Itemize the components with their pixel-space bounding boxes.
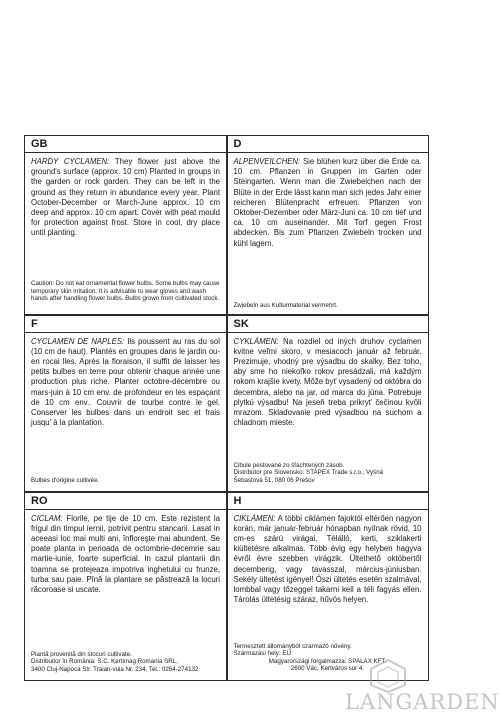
section-h — [228, 493, 428, 681]
section-body — [25, 510, 226, 596]
section-note — [234, 462, 422, 485]
section-body — [228, 333, 428, 429]
section-title: CIKLÁMEN: — [233, 513, 276, 523]
note-line: Magyarországi forgalmazza: SPALAX KFT. — [268, 657, 387, 665]
section-note: Caution: Do not eat ornamental flower bulbs. Some bulbs may cause temporary skin irritation. It is advisable to wear gloves and wash hands after handling flower bulbs. Bulbs grown from cultivated stock. — [31, 280, 220, 303]
section-text: A többi ciklámen fajoktól eltérően nagyon korán, már január-február hónapban nyílnak rövid, 10 cm-es szárú virágai. Télálló, kerti, sziklakerti kiültetésre alkalmas. Több évig egy helyben hagyva évről évre szebben virágzik. Ültethető októbertől decemberig, vagy tavasszal, március-júniusban. Sekély ültetést igényel! Őszi ültetés esetén szalmával, lombbal vagy tőzeggel takarni kell a téli fagyás ellen. Tárolás ültetésig száraz, hűvös helyen. — [233, 513, 422, 605]
section-title: CYCLAMEN DE NAPLES: — [31, 336, 125, 346]
section-title: CICLAM: — [31, 513, 63, 523]
section-note: Zwiebeln aus Kulturmaterial vermehrt. — [233, 302, 338, 309]
note-line: 2600 Vác, Kertváros sor 4. — [290, 665, 365, 673]
note-line: Cibule pestované zo šľachtených zásob. — [233, 461, 345, 469]
note-line: Plantă provenită din stocuri cultivate. — [31, 650, 132, 658]
section-title: CYKLÁMEN: — [233, 336, 279, 346]
section-text: Sie blühen kurz über die Erde ca. 10 cm. Pflanzen in Gruppen im Garten oder Steingarten. Wenn man die Zwiebelchen nach der Blüte in der Erde lässt kann man sich jedes Jahr einer reicheren Blütenpracht erfreuen. Pflanzen von Oktober-Dezember oder März-Juni ca. 10 cm tief und ca. 10 cm auseinander. Mit Torf gegen Frost abdecken. Bis zum Pflanzen Zwiebeln trocken und kühl lagern. — [233, 157, 422, 248]
note-line: Termesztett állományból származó növény. — [233, 642, 352, 650]
section-gb — [25, 136, 226, 314]
section-body — [228, 153, 428, 249]
section-body — [25, 153, 226, 239]
note-line: Származási hely: EU — [233, 650, 291, 658]
watermark-text: LANGARDEN — [345, 690, 500, 714]
section-body — [228, 510, 428, 606]
note-line: 3400 Cluj-Napoca Str. Traian-vuia Nr. 234. Tel.: 0264-274132 — [31, 665, 199, 673]
section-text: They flower just above the ground's surface (approx. 10 cm) Planted in groups in the garden or rock garden. They can be left in the ground as they return in abundance every year. Plant October-December or March-June approx. 10 cm deep and approx. 10 cm apart. Cover with peat mould for protection against frost. Store in cool, dry place until planting. — [31, 157, 220, 238]
section-code: SK — [228, 316, 428, 333]
section-code: GB — [25, 136, 226, 153]
section-ro — [25, 493, 226, 681]
section-title: HARDY CYCLAMEN: — [31, 157, 110, 166]
section-body — [25, 333, 226, 429]
section-code: F — [25, 316, 226, 333]
section-sk — [228, 316, 428, 491]
note-line: Distribuitor în România: S.C. Kertimag Romania SRL, — [31, 658, 178, 666]
section-note — [31, 651, 220, 674]
instruction-grid — [24, 135, 429, 681]
section-code: H — [228, 493, 428, 510]
note-line: Šebastová 51, 080 06 Prešov — [233, 476, 315, 484]
section-note: Bulbes d'origine cultivée. — [31, 476, 100, 484]
section-text: Na rozdiel od iných druhov cyclamen kvitne veľmi skoro, v mesiacoch január až február. Prezimuje, vhodný pre výsadbu do skalky. Bez toho, aby sme ho niekoľko rokov presádzali, má každým rokom krajšie kvety. Môže byť vysadený od októbra do decembra, alebo na jar, od marca do júna. Potrebuje plytkú výsadbu! Na jeseň treba prikryť čečinou kvôli mrazom. Skladovanie pred výsadbou na suchom a chladnom mieste. — [233, 336, 422, 428]
section-code: RO — [25, 493, 226, 510]
section-text: Ils poussent au ras du sol (10 cm de haut). Plantés en groupes dans le jardin ou- en rocai lles. Après la floraison, il suffit de laisser les petits bulbes en terre pour obtenir chaque année une production plus riche. Planter octobre-décembre ou mars-juin à 10 cm env. de profondeur en les espaçant de 10 cm env.. Couvrir de tourbe contre le gel. Conserver les bulbes dans un endroit sec et frais jusqu' à la plantation. — [31, 336, 220, 428]
section-note — [234, 643, 422, 673]
section-f — [25, 316, 226, 491]
section-code: D — [228, 136, 428, 153]
note-line: Distribútor pre Slovensko: STAPEX Trade s.r.o., Vyšná — [233, 469, 384, 477]
section-title: ALPENVEILCHEN: — [233, 157, 301, 166]
section-text: Florile, pe tije de 10 cm. Este rezistent la frigul din timpul iernii, potrivit pentru stancarii. Lasat in aceeasi loc mai multi ani, înfloreşte mai abundent. Se poate planta in perioada de octombrie-decemrie sau martie-iunie, foarte superficial. In cazul plantarii din toamna se protejeaza impotriva inghetului cu frunze, turba sau paie. Pînă la plantare se păstrează la locuri răcoroase si uscate. — [31, 513, 220, 594]
section-d — [228, 136, 428, 314]
